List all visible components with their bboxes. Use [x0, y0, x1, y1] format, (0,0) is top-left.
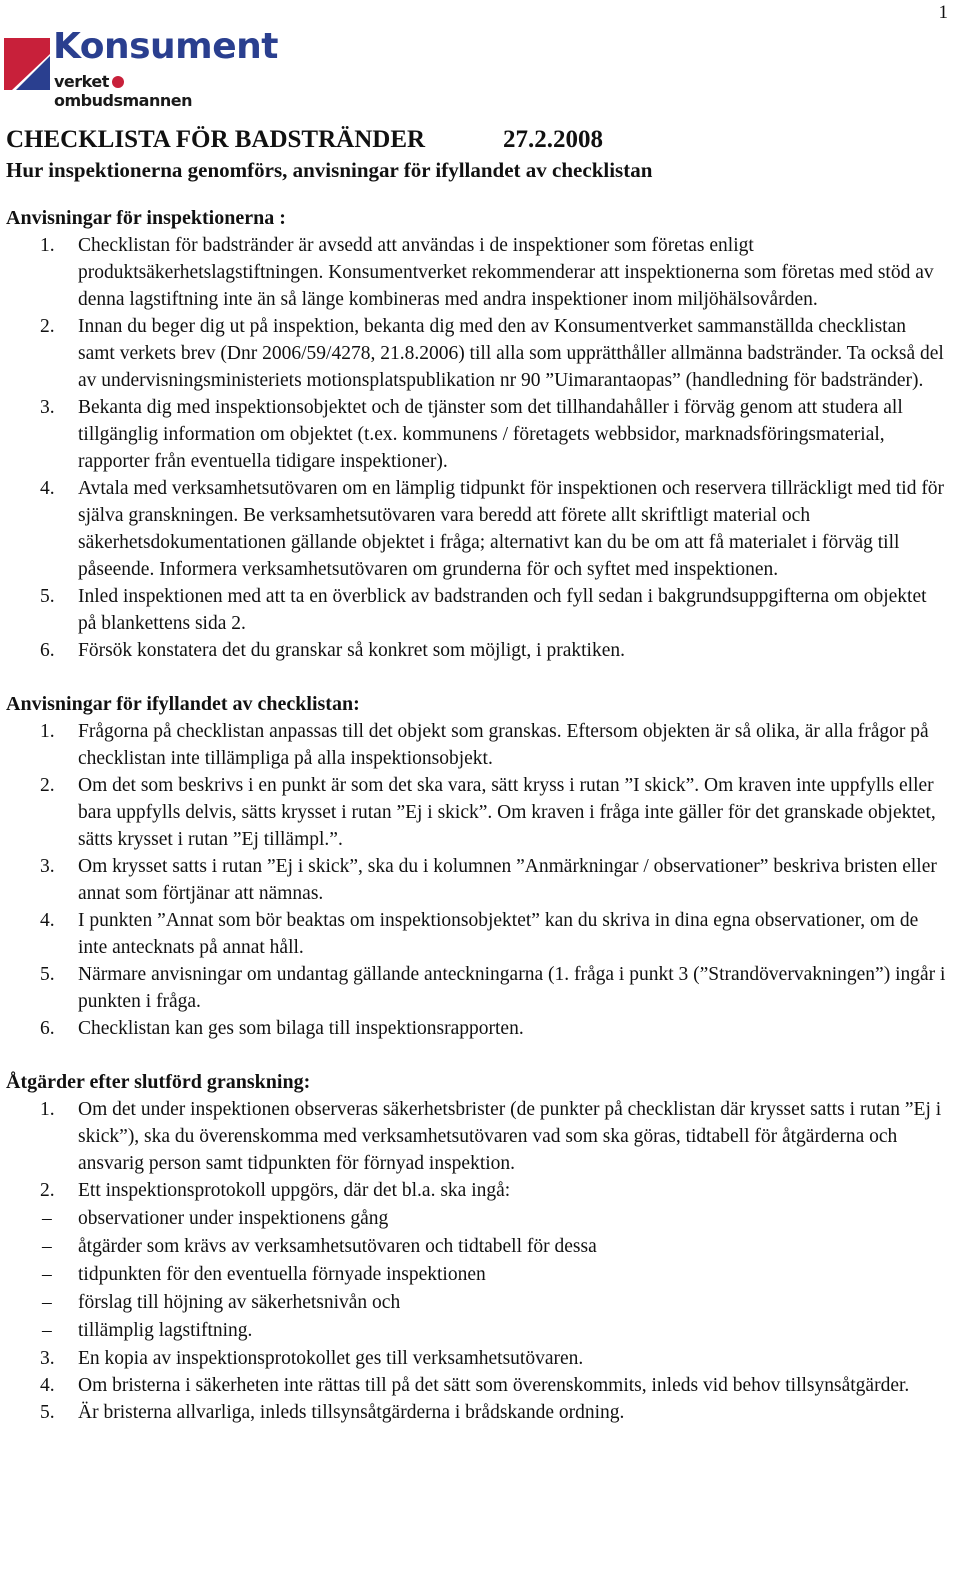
item-number: 5.	[40, 1402, 55, 1423]
list-item	[6, 1015, 946, 1042]
item-text: Försök konstatera det du granskar så konkret som möjligt, i praktiken.	[78, 640, 625, 661]
inspection-instructions-list	[6, 232, 946, 664]
item-number: 1.	[40, 1099, 55, 1120]
item-number: 1.	[40, 721, 55, 742]
item-text: I punkten ”Annat som bör beaktas om inspektionsobjektet” kan du skriva in dina egna observationer, om de inte antecknats på annat håll.	[78, 910, 919, 958]
item-text: Om det under inspektionen observeras säkerhetsbrister (de punkter på checklistan där krysset satts i rutan ”Ej i skick”), ska du överenskomma med verksamhetsutövaren vad som ska göras, tidtabell för åtgärderna och ansvarig person samt tidpunkten för förnyad inspektion.	[78, 1099, 942, 1174]
section-heading-actions: Åtgärder efter slutförd granskning:	[6, 1071, 311, 1093]
item-number: 3.	[40, 1348, 55, 1369]
dash-item	[42, 1289, 946, 1316]
dash-item-text: tillämplig lagstiftning.	[78, 1320, 253, 1341]
item-number: 6.	[40, 640, 55, 661]
item-text: Om det som beskrivs i en punkt är som det ska vara, sätt kryss i rutan ”I skick”. Om kraven inte uppfylls eller bara uppfylls delvis, sätts krysset i rutan ”Ej i skick”. Om kraven i fråga inte gäller för det granskade objektet, sätts krysset i rutan ”Ej tillämpl.”.	[78, 775, 936, 850]
item-number: 4.	[40, 478, 55, 499]
list-item	[6, 1345, 946, 1372]
section-heading-filling: Anvisningar för ifyllandet av checklistan:	[6, 693, 360, 715]
konsumentverket-logo	[4, 26, 278, 110]
actions-list	[6, 1096, 946, 1426]
list-item	[6, 907, 946, 961]
item-number: 2.	[40, 1180, 55, 1201]
dash-icon: –	[42, 1264, 52, 1285]
title-row	[6, 124, 946, 155]
item-text: Närmare anvisningar om undantag gällande anteckningarna (1. fråga i punkt 3 (”Strandövervakningen”) ingår i punkten i fråga.	[78, 964, 946, 1012]
dash-item-text: förslag till höjning av säkerhetsnivån och	[78, 1292, 401, 1313]
logo-sub-right: ombudsmannen	[54, 91, 192, 110]
list-item	[6, 1372, 946, 1399]
item-text: Frågorna på checklistan anpassas till det objekt som granskas. Eftersom objekten är så olika, är alla frågor på checklistan inte tillämpliga på alla inspektionsobjekt.	[78, 721, 929, 769]
item-text: Checklistan för badstränder är avsedd att användas i de inspektioner som företas enligt produktsäkerhetslagstiftningen. Konsumentverket rekommenderar att inspektionerna som företas med stöd av denna lagstiftning inte än så länge kombineras med andra inspektioner inom miljöhälsovården.	[78, 235, 934, 310]
dash-item	[42, 1233, 946, 1260]
document-body	[6, 124, 946, 1426]
dash-icon: –	[42, 1208, 52, 1229]
item-number: 2.	[40, 775, 55, 796]
item-text: Om krysset satts i rutan ”Ej i skick”, ska du i kolumnen ”Anmärkningar / observationer” beskriva bristen eller annat som förtjänar att nämnas.	[78, 856, 937, 904]
item-number: 6.	[40, 1018, 55, 1039]
dash-item-text: observationer under inspektionens gång	[78, 1208, 389, 1229]
item-text: Är bristerna allvarliga, inleds tillsynsåtgärderna i brådskande ordning.	[78, 1402, 625, 1423]
list-item	[6, 1177, 946, 1344]
dash-item	[42, 1317, 946, 1344]
dash-icon: –	[42, 1292, 52, 1313]
page-title: CHECKLISTA FÖR BADSTRÄNDER	[6, 126, 426, 153]
dash-icon: –	[42, 1320, 52, 1341]
item-number: 4.	[40, 1375, 55, 1396]
item-number: 4.	[40, 910, 55, 931]
item-text: En kopia av inspektionsprotokollet ges till verksamhetsutövaren.	[78, 1348, 584, 1369]
item-number: 1.	[40, 235, 55, 256]
list-item	[6, 637, 946, 664]
item-text: Innan du beger dig ut på inspektion, bekanta dig med den av Konsumentverket sammanställda checklistan samt verkets brev (Dnr 2006/59/4278, 21.8.2006) till alla som upprätthåller allmänna badstränder. Ta också del av undervisningsministeriets motionsplatspublikation nr 90 ”Uimarantaopas” (handledning för badstränder).	[78, 316, 944, 391]
list-item	[6, 853, 946, 907]
dash-item-text: åtgärder som krävs av verksamhetsutövaren och tidtabell för dessa	[78, 1236, 597, 1257]
item-number: 3.	[40, 397, 55, 418]
page-subtitle: Hur inspektionerna genomförs, anvisningar för ifyllandet av checklistan	[6, 158, 653, 182]
dash-item-text: tidpunkten för den eventuella förnyade inspektionen	[78, 1264, 486, 1285]
item-number: 5.	[40, 586, 55, 607]
item-text: Ett inspektionsprotokoll uppgörs, där det bl.a. ska ingå:	[78, 1180, 511, 1201]
list-item	[6, 772, 946, 853]
list-item	[6, 718, 946, 772]
filling-instructions-list	[6, 718, 946, 1042]
list-item	[6, 583, 946, 637]
logo-subtitle	[54, 72, 244, 110]
page-number: 1	[938, 2, 948, 23]
item-number: 5.	[40, 964, 55, 985]
item-text: Om bristerna i säkerheten inte rättas till på det sätt som överenskommits, inleds vid behov tillsynsåtgärder.	[78, 1375, 910, 1396]
logo-dot-icon	[112, 76, 124, 88]
logo-mark-icon	[4, 34, 50, 90]
dash-item	[42, 1205, 946, 1232]
item-text: Checklistan kan ges som bilaga till inspektionsrapporten.	[78, 1018, 524, 1039]
list-item	[6, 394, 946, 475]
document-date: 27.2.2008	[503, 126, 603, 153]
logo-sub-left: verket	[54, 72, 109, 91]
list-item	[6, 1399, 946, 1426]
list-item	[6, 1096, 946, 1177]
list-item	[6, 232, 946, 313]
dash-item	[42, 1261, 946, 1288]
list-item	[6, 313, 946, 394]
list-item	[6, 475, 946, 583]
item-text: Inled inspektionen med att ta en överblick av badstranden och fyll sedan i bakgrundsuppgifterna om objektet på blankettens sida 2.	[78, 586, 927, 634]
item-text: Bekanta dig med inspektionsobjektet och de tjänster som det tillhandahåller i förväg genom att studera all tillgänglig information om objektet (t.ex. kommunens / företagets webbsidor, marknadsföringsmaterial, rapporter från eventuella tidigare inspektioner).	[78, 397, 903, 472]
section-heading-inspections: Anvisningar för inspektionerna :	[6, 207, 286, 229]
item-text: Avtala med verksamhetsutövaren om en lämplig tidpunkt för inspektionen och reservera tillräckligt med tid för själva granskningen. Be verksamhetsutövaren vara beredd att förete allt skriftligt material och säkerhetsdokumentationen gällande objektet i fråga; alternativt kan du be om att få materialet i förväg till påseende. Informera verksamhetsutövaren om grunderna för och syftet med inspektionen.	[78, 478, 945, 580]
protocol-contents-list	[42, 1205, 946, 1344]
item-number: 3.	[40, 856, 55, 877]
logo-name: Konsument	[53, 26, 278, 67]
item-number: 2.	[40, 316, 55, 337]
dash-icon: –	[42, 1236, 52, 1257]
list-item	[6, 961, 946, 1015]
